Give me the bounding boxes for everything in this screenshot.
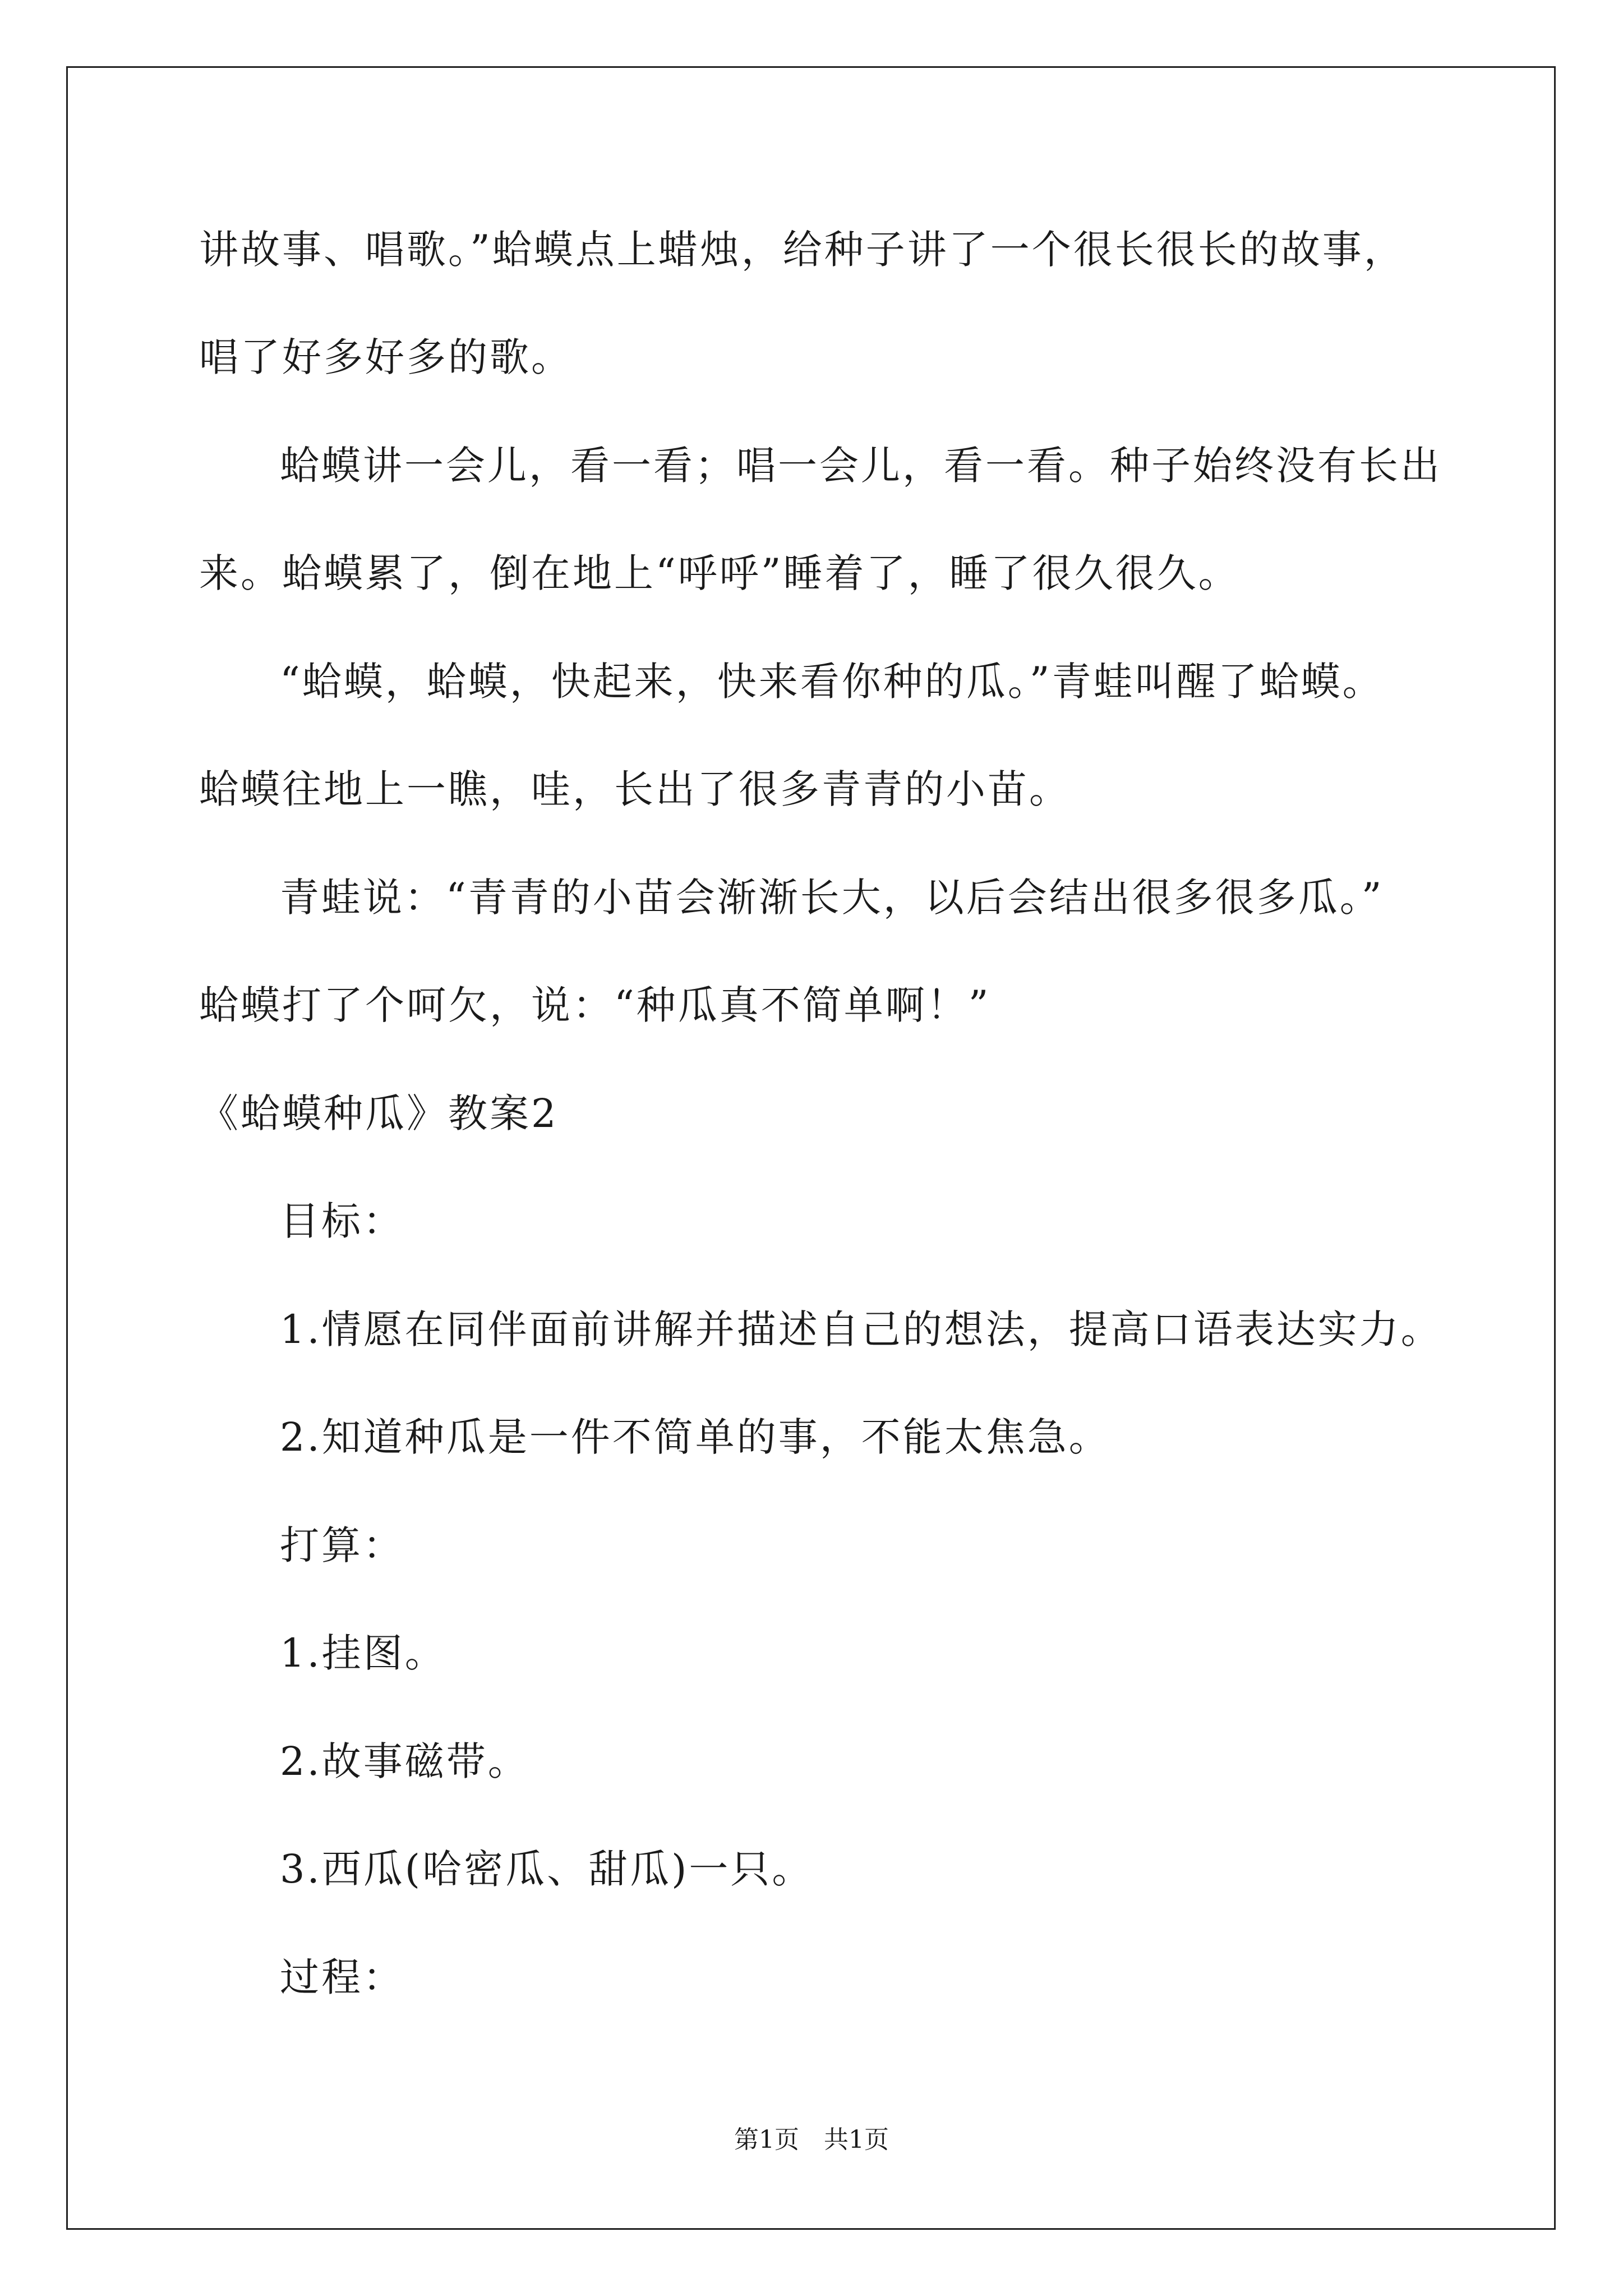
- text-line: 过程：: [280, 1954, 404, 2000]
- text-line: “蛤蟆，蛤蟆，快起来，快来看你种的瓜。”青蛙叫醒了蛤蟆。: [280, 659, 1384, 705]
- text-line: 蛤蟆往地上一瞧，哇，长出了很多青青的小苗。: [199, 766, 1071, 812]
- text-line: 2.知道种瓜是一件不简单的事，不能太焦急。: [280, 1414, 1110, 1460]
- text-line: 来。蛤蟆累了，倒在地上“呼呼”睡着了，睡了很久很久。: [199, 550, 1240, 596]
- page-number-footer: 第1页 共1页: [734, 2125, 889, 2154]
- page-border: [66, 66, 1556, 2230]
- text-line: 蛤蟆打了个呵欠，说：“种瓜真不简单啊！”: [199, 982, 991, 1028]
- text-line: 2.故事磁带。: [280, 1738, 529, 1784]
- text-line: 1.情愿在同伴面前讲解并描述自己的想法，提高口语表达实力。: [280, 1306, 1442, 1352]
- text-line: 打算：: [280, 1522, 404, 1568]
- text-line: 1.挂图。: [280, 1630, 446, 1676]
- text-line: 唱了好多好多的歌。: [199, 334, 573, 380]
- text-line: 蛤蟆讲一会儿，看一看；唱一会儿，看一看。种子始终没有长出: [280, 443, 1442, 489]
- text-line: 青蛙说：“青青的小苗会渐渐长大，以后会结出很多很多瓜。”: [280, 875, 1384, 921]
- text-line: 3.西瓜(哈密瓜、甜瓜)一只。: [280, 1846, 814, 1892]
- section-heading: 《蛤蟆种瓜》教案2: [199, 1091, 559, 1137]
- text-line: 目标：: [280, 1198, 404, 1244]
- text-line: 讲故事、唱歌。”蛤蟆点上蜡烛，给种子讲了一个很长很长的故事，: [199, 227, 1405, 273]
